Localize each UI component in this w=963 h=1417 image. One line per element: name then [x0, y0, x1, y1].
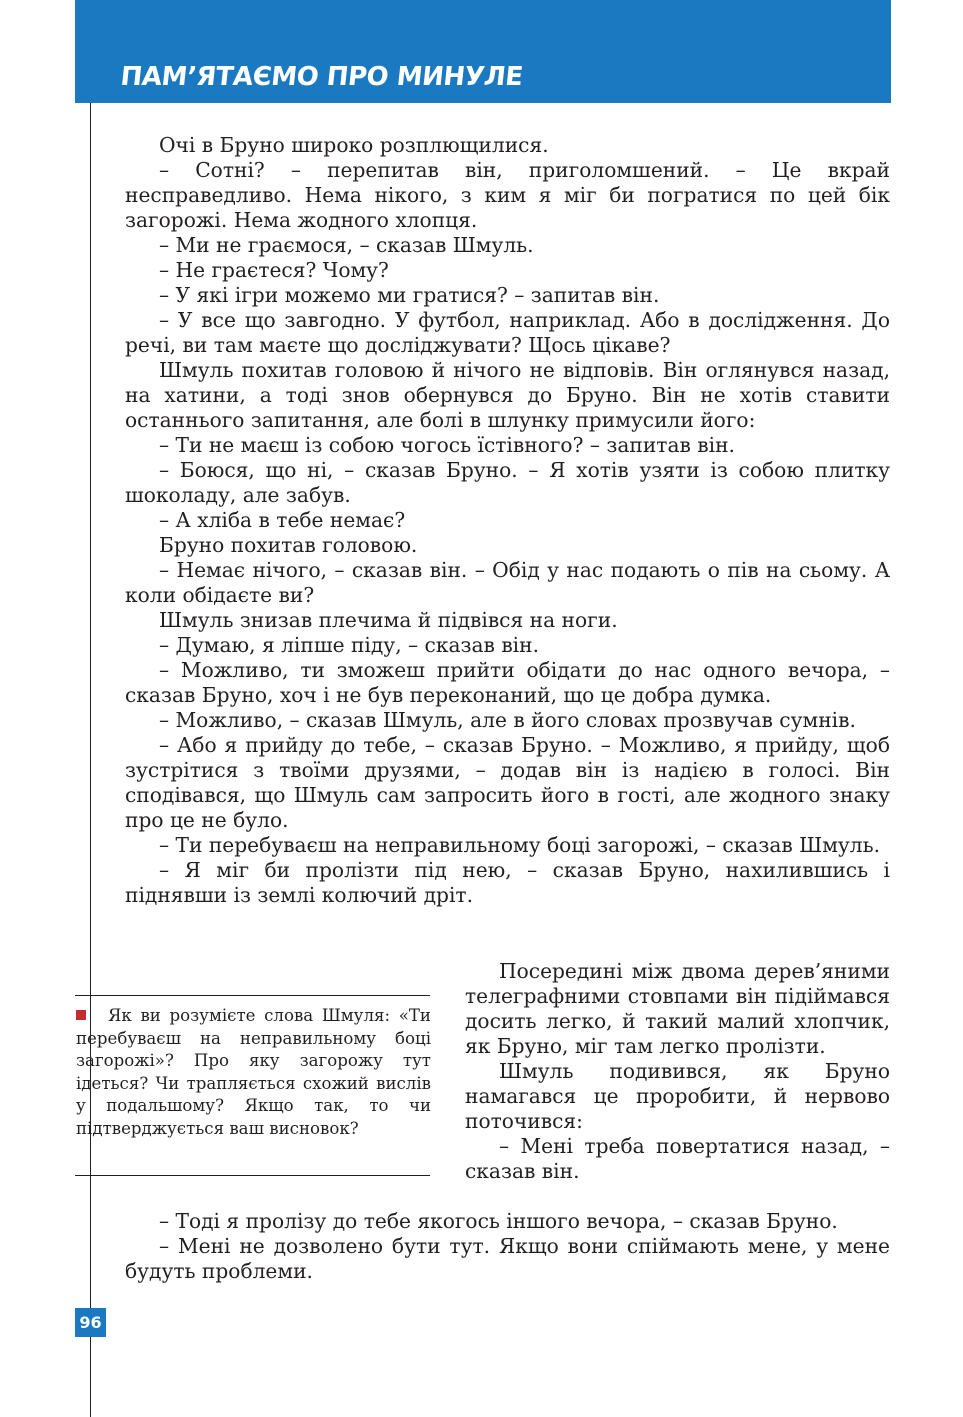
- question-box: [76, 1005, 431, 1140]
- paragraph: – Ти перебуваєш на неправильному боці загорожі, – сказав Шмуль.: [159, 833, 881, 857]
- section-title: ПАМ’ЯТАЄМО ПРО МИНУЛЕ: [119, 62, 525, 92]
- header-bar: [75, 0, 891, 103]
- margin-line: [90, 103, 91, 1417]
- paragraph: – У все що завгодно. У футбол, наприклад. Або в дослідження. До речі, ви там маєте що досліджувати? Щось цікаве?: [125, 308, 890, 357]
- bottom-text: [125, 1209, 890, 1284]
- paragraph: – У які ігри можемо ми гратися? – запитав він.: [159, 283, 660, 307]
- square-bullet-icon: [76, 1010, 86, 1020]
- paragraph: – Мені не дозволено бути тут. Якщо вони спіймають мене, у мене будуть проблеми.: [125, 1234, 890, 1283]
- question-paragraph: [76, 1005, 431, 1140]
- paragraph: – Або я прийду до тебе, – сказав Бруно. – Можливо, я прийду, щоб зустрітися з твоїми друзями, – додав він із надією в голосі. Він сподівався, що Шмуль сам запросить його в гості, але жодного знаку про це не було.: [125, 733, 890, 832]
- question-rule-bottom: [75, 1175, 430, 1176]
- paragraph: Шмуль знизав плечима й підвівся на ноги.: [159, 608, 618, 632]
- paragraph: – Я міг би пролізти під нею, – сказав Бруно, нахилившись і піднявши із землі колючий дріт.: [125, 858, 890, 907]
- paragraph: – Сотні? – перепитав він, приголомшений. – Це вкрай несправедливо. Нема нікого, з ким я міг би погратися по цей бік загорожі. Нема жодного хлопця.: [125, 158, 890, 232]
- question-text: Як ви розумієте слова Шмуля: «Ти перебуваєш на неправильному боці загорожі»? Про яку загорожу тут ідеться? Чи трапляється схожий вислів у подальшому? Якщо так, то чи підтверджується ваш висновок?: [76, 1006, 431, 1138]
- page-number: 96: [75, 1308, 106, 1337]
- paragraph: Посередині між двома дерев’яними телеграфними стовпами він підіймався досить легко, й такий малий хлопчик, як Бруно, міг там легко пролізти.: [465, 959, 890, 1058]
- paragraph: – Думаю, я ліпше піду, – сказав він.: [159, 633, 540, 657]
- paragraph: – Немає нічого, – сказав він. – Обід у нас подають о пів на сьому. А коли обідаєте ви?: [125, 558, 890, 607]
- paragraph: – Не граєтеся? Чому?: [159, 258, 389, 282]
- paragraph: – Мені треба повертатися назад, – сказав він.: [465, 1134, 890, 1183]
- paragraph: – Можливо, ти зможеш прийти обідати до нас одного вечора, – сказав Бруно, хоч і не був переконаний, що це добра думка.: [125, 658, 890, 707]
- paragraph: – Боюся, що ні, – сказав Бруно. – Я хотів узяти із собою плитку шоколаду, але забув.: [125, 458, 890, 507]
- main-text: [125, 133, 890, 908]
- paragraph: – Тоді я пролізу до тебе якогось іншого вечора, – сказав Бруно.: [159, 1209, 838, 1233]
- paragraph: – Можливо, – сказав Шмуль, але в його словах прозвучав сумнів.: [159, 708, 856, 732]
- paragraph: – Ми не граємося, – сказав Шмуль.: [159, 233, 534, 257]
- paragraph: Шмуль похитав головою й нічого не відповів. Він оглянувся назад, на хатини, а тоді знов обернувся до Бруно. Він не хотів ставити останнього запитання, але болі в шлунку примусили його:: [125, 358, 890, 432]
- float-text: [465, 959, 890, 1184]
- paragraph: – Ти не маєш із собою чогось їстівного? – запитав він.: [159, 433, 735, 457]
- paragraph: Бруно похитав головою.: [159, 533, 418, 557]
- question-rule-top: [75, 995, 430, 996]
- paragraph: Шмуль подивився, як Бруно намагався це проробити, й нервово поточився:: [465, 1059, 890, 1133]
- paragraph: Очі в Бруно широко розплющилися.: [159, 133, 549, 157]
- paragraph: – А хліба в тебе немає?: [159, 508, 406, 532]
